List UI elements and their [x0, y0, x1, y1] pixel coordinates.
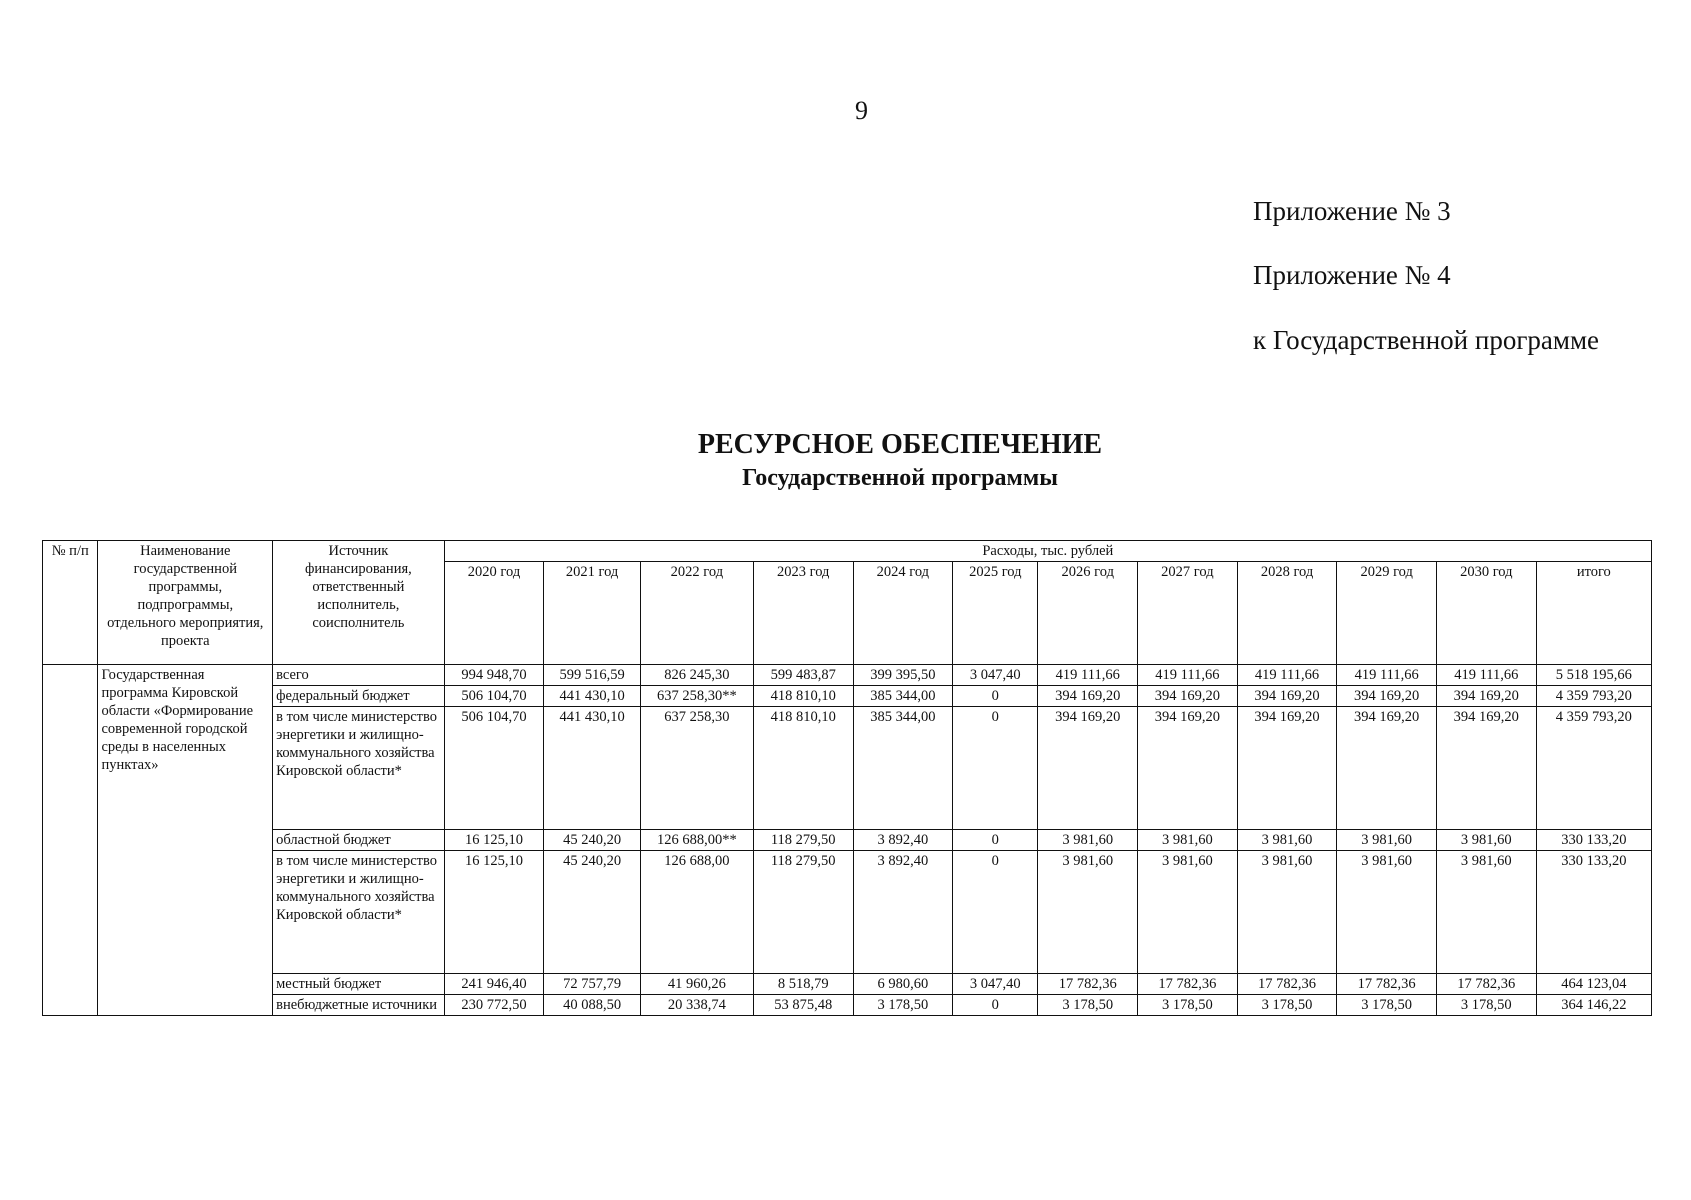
cell-value: 3 981,60 [1138, 851, 1238, 974]
cell-value: 17 782,36 [1038, 974, 1138, 995]
cell-value: 41 960,26 [640, 974, 753, 995]
header-total: итого [1536, 562, 1651, 665]
cell-value: 3 178,50 [1337, 995, 1437, 1016]
cell-total: 464 123,04 [1536, 974, 1651, 995]
cell-value: 230 772,50 [444, 995, 544, 1016]
row-source: в том числе министерство энергетики и жилищно-коммунального хозяйства Кировской области* [273, 851, 445, 974]
cell-value: 3 178,50 [1038, 995, 1138, 1016]
cell-value: 17 782,36 [1436, 974, 1536, 995]
cell-value: 20 338,74 [640, 995, 753, 1016]
table-row [43, 665, 1652, 686]
cell-value: 3 981,60 [1237, 851, 1337, 974]
cell-value: 394 169,20 [1038, 686, 1138, 707]
row-source: федеральный бюджет [273, 686, 445, 707]
cell-value: 53 875,48 [753, 995, 853, 1016]
appendix-line-3: к Государственной программе [1253, 325, 1600, 355]
header-name: Наименование государственной программы, подпрограммы, отдельного мероприятия, проекта [98, 541, 273, 665]
cell-value: 3 047,40 [953, 665, 1038, 686]
appendix-line-1: Приложение № 3 [1253, 196, 1451, 226]
cell-value: 3 981,60 [1337, 851, 1437, 974]
title-block [0, 428, 1691, 494]
row-source: местный бюджет [273, 974, 445, 995]
header-year: 2024 год [853, 562, 953, 665]
cell-value: 17 782,36 [1138, 974, 1238, 995]
header-year: 2021 год [544, 562, 641, 665]
cell-value: 118 279,50 [753, 830, 853, 851]
cell-value: 419 111,66 [1337, 665, 1437, 686]
cell-value: 0 [953, 995, 1038, 1016]
header-year: 2020 год [444, 562, 544, 665]
header-year: 2026 год [1038, 562, 1138, 665]
cell-value: 994 948,70 [444, 665, 544, 686]
cell-value: 441 430,10 [544, 707, 641, 830]
header-year: 2022 год [640, 562, 753, 665]
document-subtitle: Государственной программы [742, 465, 1058, 491]
header-source: Источник финансирования, ответственный исполнитель, соисполнитель [273, 541, 445, 665]
cell-value: 118 279,50 [753, 851, 853, 974]
cell-value: 3 047,40 [953, 974, 1038, 995]
header-expenses: Расходы, тыс. рублей [444, 541, 1651, 562]
cell-value: 3 981,60 [1436, 830, 1536, 851]
header-year: 2028 год [1237, 562, 1337, 665]
appendix-line-2: Приложение № 4 [1253, 260, 1451, 290]
cell-total: 330 133,20 [1536, 851, 1651, 974]
cell-value: 17 782,36 [1237, 974, 1337, 995]
table-row [43, 974, 1652, 995]
cell-value: 394 169,20 [1138, 707, 1238, 830]
table-row [43, 707, 1652, 830]
cell-value: 45 240,20 [544, 851, 641, 974]
cell-value: 6 980,60 [853, 974, 953, 995]
table-row [43, 995, 1652, 1016]
cell-value: 419 111,66 [1237, 665, 1337, 686]
resource-table [42, 540, 1652, 1016]
table-row [43, 686, 1652, 707]
cell-value: 3 981,60 [1138, 830, 1238, 851]
cell-total: 5 518 195,66 [1536, 665, 1651, 686]
cell-value: 8 518,79 [753, 974, 853, 995]
cell-value: 0 [953, 830, 1038, 851]
cell-value: 394 169,20 [1237, 707, 1337, 830]
cell-no [43, 665, 98, 1016]
cell-value: 385 344,00 [853, 707, 953, 830]
header-no: № п/п [43, 541, 98, 665]
cell-value: 419 111,66 [1436, 665, 1536, 686]
cell-value: 506 104,70 [444, 707, 544, 830]
header-year: 2029 год [1337, 562, 1437, 665]
cell-value: 3 178,50 [1138, 995, 1238, 1016]
header-year: 2025 год [953, 562, 1038, 665]
cell-value: 241 946,40 [444, 974, 544, 995]
cell-value: 3 981,60 [1038, 830, 1138, 851]
cell-total: 330 133,20 [1536, 830, 1651, 851]
cell-value: 0 [953, 707, 1038, 830]
cell-total: 4 359 793,20 [1536, 686, 1651, 707]
cell-value: 40 088,50 [544, 995, 641, 1016]
cell-value: 3 981,60 [1038, 851, 1138, 974]
program-name: Государственная программа Кировской области «Формирование современной городской среды в населенных пунктах» [98, 665, 273, 1016]
cell-value: 419 111,66 [1138, 665, 1238, 686]
cell-value: 3 981,60 [1237, 830, 1337, 851]
cell-value: 16 125,10 [444, 851, 544, 974]
row-source: в том числе министерство энергетики и жилищно-коммунального хозяйства Кировской области* [273, 707, 445, 830]
cell-value: 394 169,20 [1436, 707, 1536, 830]
table-row [43, 851, 1652, 974]
cell-value: 599 516,59 [544, 665, 641, 686]
cell-value: 3 892,40 [853, 851, 953, 974]
cell-value: 394 169,20 [1138, 686, 1238, 707]
row-source: всего [273, 665, 445, 686]
cell-value: 418 810,10 [753, 686, 853, 707]
cell-value: 394 169,20 [1337, 707, 1437, 830]
cell-value: 418 810,10 [753, 707, 853, 830]
header-year: 2023 год [753, 562, 853, 665]
document-title: РЕСУРСНОЕ ОБЕСПЕЧЕНИЕ [697, 429, 1103, 460]
cell-value: 394 169,20 [1237, 686, 1337, 707]
header-year: 2027 год [1138, 562, 1238, 665]
table-row [43, 830, 1652, 851]
page-number: 9 [855, 96, 868, 125]
cell-value: 16 125,10 [444, 830, 544, 851]
cell-value: 0 [953, 851, 1038, 974]
cell-value: 3 178,50 [1436, 995, 1536, 1016]
cell-value: 3 178,50 [853, 995, 953, 1016]
cell-value: 385 344,00 [853, 686, 953, 707]
cell-value: 826 245,30 [640, 665, 753, 686]
header-row-1 [43, 541, 1652, 562]
row-source: внебюджетные источники [273, 995, 445, 1016]
cell-total: 4 359 793,20 [1536, 707, 1651, 830]
cell-value: 419 111,66 [1038, 665, 1138, 686]
cell-value: 394 169,20 [1337, 686, 1437, 707]
cell-value: 72 757,79 [544, 974, 641, 995]
cell-value: 637 258,30 [640, 707, 753, 830]
cell-value: 126 688,00** [640, 830, 753, 851]
cell-value: 3 981,60 [1436, 851, 1536, 974]
cell-value: 45 240,20 [544, 830, 641, 851]
cell-value: 506 104,70 [444, 686, 544, 707]
cell-value: 637 258,30** [640, 686, 753, 707]
cell-value: 394 169,20 [1436, 686, 1536, 707]
cell-value: 0 [953, 686, 1038, 707]
row-source: областной бюджет [273, 830, 445, 851]
cell-value: 399 395,50 [853, 665, 953, 686]
cell-value: 3 892,40 [853, 830, 953, 851]
header-year: 2030 год [1436, 562, 1536, 665]
cell-value: 441 430,10 [544, 686, 641, 707]
cell-total: 364 146,22 [1536, 995, 1651, 1016]
cell-value: 126 688,00 [640, 851, 753, 974]
cell-value: 394 169,20 [1038, 707, 1138, 830]
cell-value: 3 981,60 [1337, 830, 1437, 851]
cell-value: 3 178,50 [1237, 995, 1337, 1016]
cell-value: 599 483,87 [753, 665, 853, 686]
table-body [43, 665, 1652, 1016]
cell-value: 17 782,36 [1337, 974, 1437, 995]
